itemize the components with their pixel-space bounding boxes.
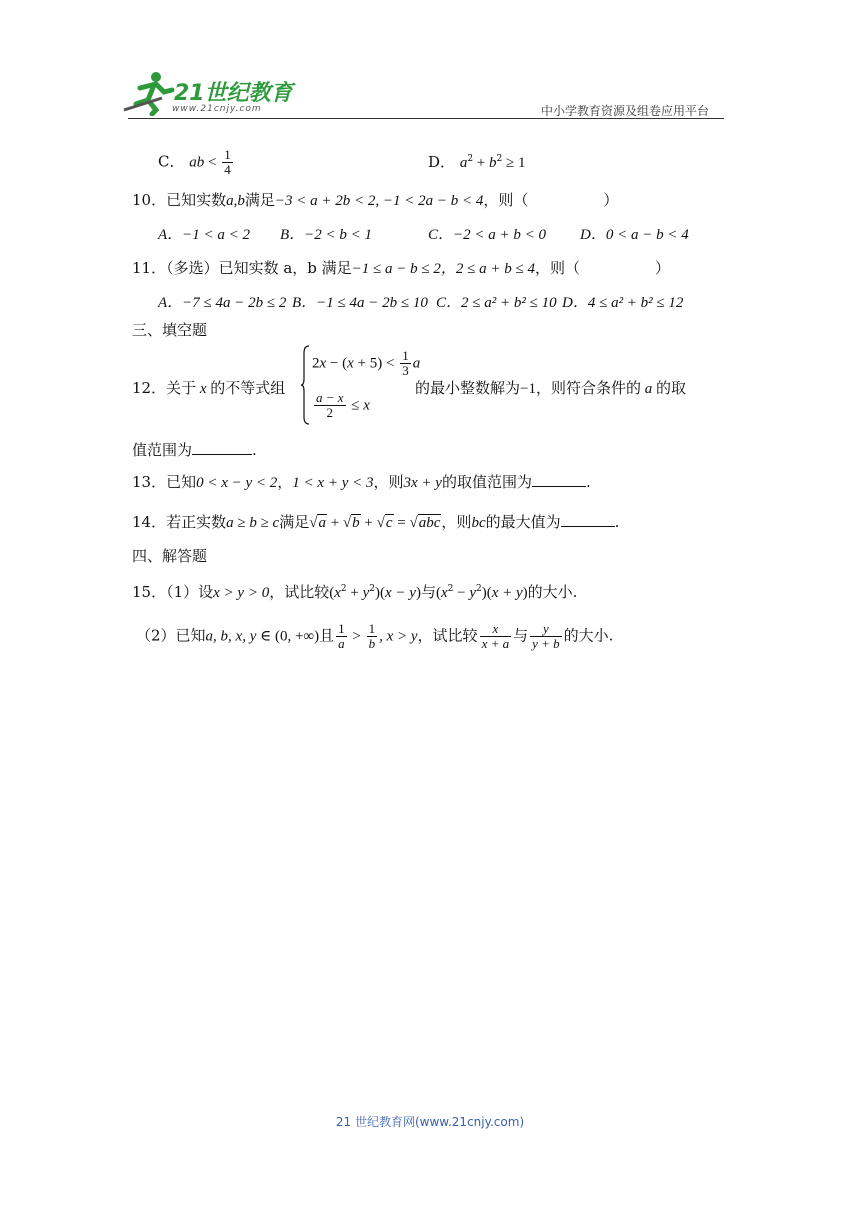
footer-link[interactable]: 21 世纪教育网(www.21cnjy.com) <box>335 1115 525 1129</box>
q13-stem: 13．已知0 < x − y < 2，1 < x + y < 3，则3x + y的取值范围为 . <box>132 473 591 491</box>
q10-option-c: C．−2 < a + b < 0 <box>428 227 546 243</box>
q10-option-a: A．−1 < a < 2 <box>158 227 251 243</box>
logo-url: www.21cnjy.com <box>172 104 262 114</box>
q12-system: 2x − (x + 5) < $\frac{1}{3}$ a $\frac{a - x}{2}$ ≤ x <box>300 343 410 429</box>
q10-stem: 10．已知实数a,b满足−3 < a + 2b < 2, −1 < 2a − b < 4，则（ ） <box>132 191 619 209</box>
q12-stem-cont: 的最小整数解为−1，则符合条件的 a 的取 <box>415 379 687 397</box>
logo-text: 21世纪教育 <box>174 81 293 106</box>
q12-line2: 值范围为 . <box>132 441 257 459</box>
section-fill-in: 三、填空题 <box>132 321 208 339</box>
q11-option-b: B．−1 ≤ 4a − 2b ≤ 10 <box>292 295 428 311</box>
q11-option-c: C．2 ≤ a² + b² ≤ 10 <box>436 295 557 311</box>
q11-stem: 11．（多选）已知实数 a，b 满足−1 ≤ a − b ≤ 2，2 ≤ a + b ≤ 4，则（ ） <box>132 259 670 277</box>
q14-stem: 14．若正实数a ≥ b ≥ c满足√a + √b + √c = √abc，则bc的最大值为 . <box>132 513 620 531</box>
q10-option-d: D．0 < a − b < 4 <box>580 227 689 243</box>
header-logo <box>122 70 292 120</box>
q9-option-c: C． ab < $\frac{1}{4}$ <box>158 147 231 177</box>
q15-part2: （2）已知a, b, x, y ∈ (0, +∞)且 $\frac{1}{a}$ > $\frac{1}{b}$ , x > y，试比较 $\frac{x}{x + a}$ 与 $\frac{y}{y + b}$ 的大小. <box>136 621 614 651</box>
q15-part1: 15．（1）设x > y > 0，试比较$(x^2 + y^2)(x - y)$与$(x^2 - y^2)(x + y)$的大小. <box>132 583 578 601</box>
q9-option-d: D． $a^2 + b^2 \ge 1$ <box>428 153 526 171</box>
section-solve: 四、解答题 <box>132 547 208 565</box>
q11-option-d: D．4 ≤ a² + b² ≤ 12 <box>562 295 684 311</box>
q11-option-a: A．−7 ≤ 4a − 2b ≤ 2 <box>158 295 287 311</box>
q12-stem: 12．关于 x 的不等式组 <box>132 379 286 397</box>
left-brace-icon <box>300 345 310 425</box>
header-rule <box>128 118 724 119</box>
q10-option-b: B．−2 < b < 1 <box>280 227 373 243</box>
header-platform: 中小学教育资源及组卷应用平台 <box>541 104 710 118</box>
